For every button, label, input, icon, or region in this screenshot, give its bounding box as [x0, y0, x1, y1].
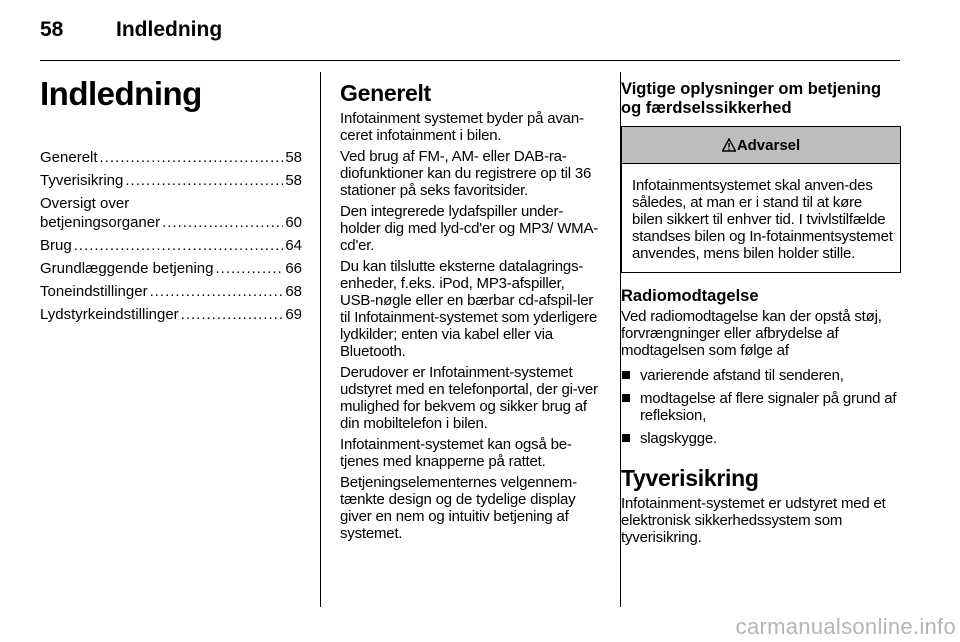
paragraph: Infotainment-systemet kan også be-tjenes med knapperne på rattet.	[340, 436, 572, 470]
paragraph: Derudover er Infotainment-systemet udstyret med en telefonportal, der gi-ver mulighed for bekvem og sikker brug af din mobiltelefon i bilen.	[340, 364, 598, 432]
right-column	[621, 80, 901, 550]
toc-label: Oversigt over betjeningsorganer	[40, 195, 161, 231]
toc-leader	[150, 282, 284, 301]
toc-page: 64	[285, 237, 302, 254]
generelt-section	[340, 80, 602, 546]
toc-label: Brug	[40, 237, 72, 254]
toc-page: 66	[285, 260, 302, 277]
toc-leader	[74, 236, 284, 255]
section-heading-tyverisikring: Tyverisikring	[621, 465, 759, 491]
toc-label: Generelt	[40, 149, 98, 166]
toc-leader	[162, 213, 283, 232]
toc-entry[interactable]	[40, 148, 302, 167]
toc-entry[interactable]	[40, 171, 302, 190]
warning-box	[621, 126, 901, 273]
toc-leader	[181, 305, 284, 324]
paragraph: Du kan tilslutte eksterne datalagrings-enheder, f.eks. iPod, MP3-afspiller, USB-nøgle eller en bærbar cd-afspil-ler til Infotainment-systemet som yderligere lydkilder; enten via kabel eller via Bluetooth.	[340, 258, 598, 360]
toc-entry[interactable]	[40, 259, 302, 278]
toc-column	[40, 68, 302, 328]
chapter-title: Indledning	[40, 75, 202, 112]
table-of-contents	[40, 148, 302, 324]
toc-leader	[215, 259, 283, 278]
paragraph: Ved radiomodtagelse kan der opstå støj, forvrængninger eller afbrydelse af modtagelsen som følge af	[621, 308, 882, 359]
list-item: slagskygge.	[621, 430, 901, 447]
warning-header	[622, 127, 900, 164]
paragraph: Ved brug af FM-, AM- eller DAB-ra-diofunktioner kan du registrere op til 36 stationer på seks favoritsider.	[340, 148, 592, 199]
list-item: varierende afstand til senderen,	[621, 367, 901, 384]
toc-page: 58	[285, 172, 302, 189]
toc-label: Grundlæggende betjening	[40, 260, 214, 277]
section-heading-generelt: Generelt	[340, 80, 431, 106]
header-rule	[40, 60, 900, 61]
toc-page: 58	[285, 149, 302, 166]
toc-entry[interactable]	[40, 282, 302, 301]
warning-text: Infotainmentsystemet skal anven-des således, at man er i stand til at køre bilen sikkert til enhver tid. I tvivlstilfælde standses bilen og In-fotainmentsystemet anvendes, mens bilen holder stille.	[632, 177, 893, 262]
list-item: modtagelse af flere signaler på grund af refleksion,	[621, 390, 901, 424]
warning-title: Advarsel	[736, 136, 801, 154]
page-number: 58	[40, 18, 64, 41]
toc-page: 69	[285, 306, 302, 323]
column-divider-left	[320, 72, 321, 607]
section-heading-vigtige: Vigtige oplysninger om betjening og færdselssikkerhed	[621, 80, 882, 117]
paragraph: Infotainment systemet byder på avan-ceret infotainment i bilen.	[340, 110, 584, 144]
toc-label: Lydstyrkeindstillinger	[40, 306, 179, 323]
toc-page: 60	[285, 214, 302, 231]
watermark: carmanualsonline.info	[735, 614, 956, 639]
toc-leader	[125, 171, 283, 190]
running-header: Indledning	[116, 18, 223, 41]
bullet-list	[621, 367, 901, 447]
paragraph: Den integrerede lydafspiller under-holder dig med lyd-cd'er og MP3/ WMA-cd'er.	[340, 203, 599, 254]
warning-triangle-icon	[722, 138, 736, 152]
toc-entry[interactable]	[40, 236, 302, 255]
paragraph: Betjeningselementernes velgennem-tænkte design og de tydelige display giver en nem og intuitiv betjening af systemet.	[340, 474, 577, 542]
toc-leader	[100, 148, 284, 167]
toc-label: Tyverisikring	[40, 172, 124, 189]
toc-label: Toneindstillinger	[40, 283, 148, 300]
section-heading-radio: Radiomodtagelse	[621, 287, 759, 305]
toc-page: 68	[285, 283, 302, 300]
paragraph: Infotainment-systemet er udstyret med et elektronisk sikkerhedssystem som tyverisikring.	[621, 495, 886, 546]
toc-entry[interactable]	[40, 194, 302, 232]
toc-entry[interactable]	[40, 305, 302, 324]
